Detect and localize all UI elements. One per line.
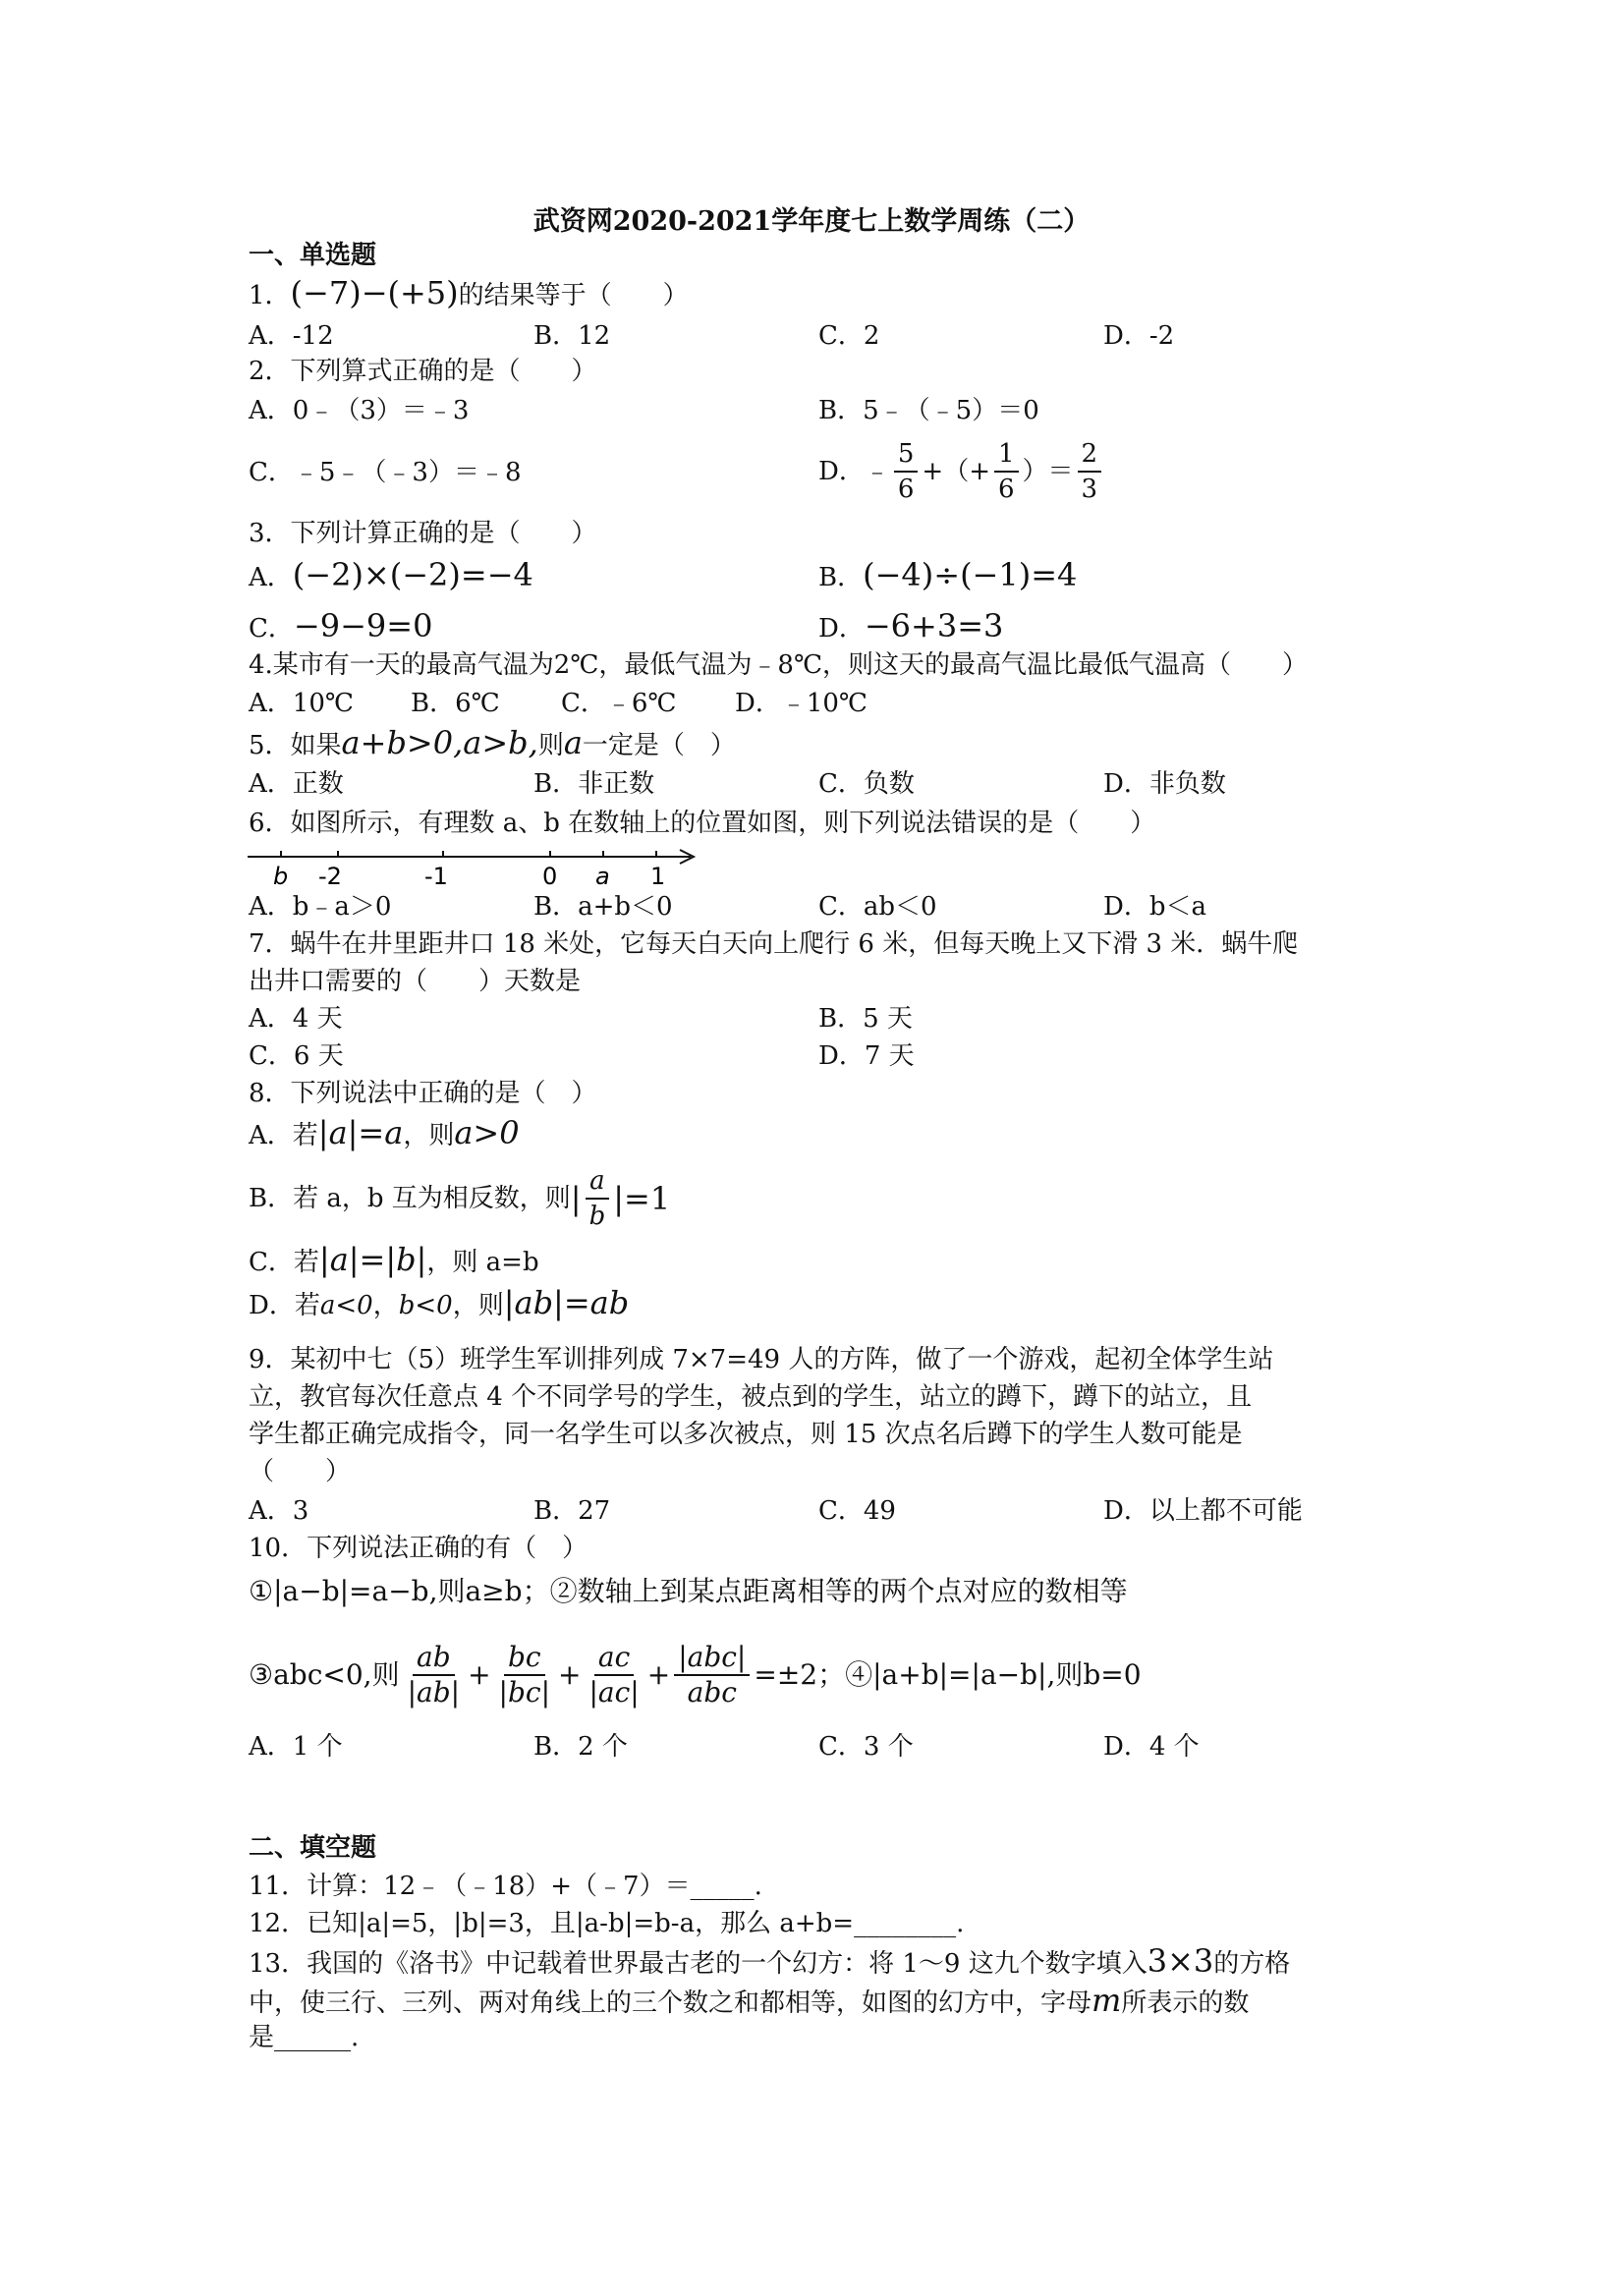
q9-option-d: D．以上都不可能 <box>1103 1496 1303 1526</box>
question-13-line-3: 是______. <box>249 2023 360 2052</box>
q6-option-a: A．b﹣a＞0 <box>249 892 392 922</box>
question-13-line-2: 中，使三行、三列、两对角线上的三个数之和都相等，如图的幻方中，字母m所表示的数 <box>249 1982 1250 2019</box>
axis-label-0: 0 <box>542 863 558 890</box>
q7-option-a: A．4 天 <box>249 1004 343 1034</box>
q2-option-c: C．﹣5﹣（﹣3）＝﹣8 <box>249 458 522 487</box>
q10-statements-3-4: ③abc<0,则 $\frac{ab}{|ab|}$ + $\frac{bc}{|bc|}$ + $\frac{ac}{|ac|}$ + $\frac{\text{|abc|}}{\text{abc}}$ =±2；④|a+b|=|a−b|,则b=0 <box>249 1641 1142 1708</box>
q10-option-b: B．2 个 <box>533 1732 628 1762</box>
q7-option-c: C．6 天 <box>249 1041 344 1071</box>
q1-option-a: A．-12 <box>249 321 334 351</box>
q9-option-a: A．3 <box>249 1496 309 1526</box>
fraction: $\frac{1}{6}$ <box>994 437 1019 506</box>
question-9-line-2: 立，教官每次任意点 4 个不同学号的学生，被点到的学生，站立的蹲下，蹲下的站立，且 <box>249 1382 1253 1412</box>
q6-option-c: C．ab＜0 <box>818 892 937 922</box>
q3-option-c: C．−9−9=0 <box>249 607 433 644</box>
fraction: $\frac{ac}{|ac|}$ <box>588 1641 640 1708</box>
q8-option-a: A．若|a|=a，则a>0 <box>249 1114 520 1151</box>
q2-option-a: A．0﹣（3）＝﹣3 <box>249 396 470 425</box>
q3-option-a: A．(−2)×(−2)=−4 <box>249 556 533 593</box>
q10-statements-1-2: ①|a−b|=a−b,则a≥b；②数轴上到某点距离相等的两个点对应的数相等 <box>249 1575 1128 1607</box>
fraction: $\frac{\text{|abc|}}{\text{abc}}$ <box>674 1641 750 1709</box>
q5-option-d: D．非负数 <box>1103 769 1226 799</box>
q1-expression: (−7)−(+5) <box>290 274 459 311</box>
fraction: $\frac{5}{6}$ <box>894 437 919 506</box>
q8-option-c: C．若|a|=|b|，则 a=b <box>249 1241 539 1278</box>
q1-option-b: B．12 <box>533 321 611 351</box>
q7-option-b: B．5 天 <box>818 1004 913 1034</box>
fraction: $\frac{2}{3}$ <box>1078 437 1102 506</box>
q4-option-c: C．﹣6℃ <box>561 689 677 718</box>
question-4: 4.某市有一天的最高气温为2℃，最低气温为﹣8℃，则这天的最高气温比最低气温高（ ） <box>249 650 1309 680</box>
fraction: $\frac{ab}{|ab|}$ <box>407 1641 461 1708</box>
q4-option-d: D．﹣10℃ <box>735 689 868 718</box>
q8-option-d: D．若a<0，b<0，则|ab|=ab <box>249 1284 630 1321</box>
question-3: 3．下列计算正确的是（ ） <box>249 519 597 548</box>
q10-option-a: A．1 个 <box>249 1732 343 1762</box>
page-title: 武资网2020-2021学年度七上数学周练（二） <box>532 206 1091 237</box>
fraction: $\frac{a}{b}$ <box>586 1164 610 1233</box>
q6-option-b: B．a+b＜0 <box>533 892 673 922</box>
q4-option-a: A．10℃ <box>249 689 354 718</box>
question-1: 1．(−7)−(+5)的结果等于（ ） <box>249 274 689 311</box>
q1-option-d: D．-2 <box>1103 321 1175 351</box>
q4-option-b: B．6℃ <box>411 689 500 718</box>
question-13-line-1: 13．我国的《洛书》中记载着世界最古老的一个幻方：将 1～9 这九个数字填入3×3的方格 <box>249 1942 1291 1980</box>
question-10: 10．下列说法正确的有（ ） <box>249 1534 588 1563</box>
question-12: 12．已知|a|=5，|b|=3，且|a-b|=b-a，那么 a+b=________. <box>249 1909 965 1938</box>
question-9-line-3: 学生都正确完成指令，同一名学生可以多次被点，则 15 次点名后蹲下的学生人数可能是 <box>249 1420 1243 1449</box>
question-6: 6．如图所示，有理数 a、b 在数轴上的位置如图，则下列说法错误的是（ ） <box>249 809 1156 838</box>
section-fill-in: 二、填空题 <box>249 1833 377 1863</box>
q9-option-c: C．49 <box>818 1496 896 1526</box>
axis-label-minus-1: -1 <box>424 863 448 890</box>
q9-option-b: B．27 <box>533 1496 611 1526</box>
q3-option-d: D．−6+3=3 <box>818 607 1004 644</box>
question-7-line-2: 出井口需要的（ ）天数是 <box>249 967 582 996</box>
axis-label-a: a <box>595 863 610 890</box>
q3-option-b: B．(−4)÷(−1)=4 <box>818 556 1078 593</box>
axis-label-b: b <box>273 863 289 890</box>
question-8: 8．下列说法中正确的是（ ） <box>249 1079 597 1108</box>
question-2: 2．下列算式正确的是（ ） <box>249 357 597 386</box>
axis-label-1: 1 <box>650 863 666 890</box>
q5-option-c: C．负数 <box>818 769 915 799</box>
q5-option-b: B．非正数 <box>533 769 655 799</box>
q10-option-d: D．4 个 <box>1103 1732 1200 1762</box>
q1-option-c: C．2 <box>818 321 880 351</box>
q2-option-b: B．5﹣（﹣5）＝0 <box>818 396 1039 425</box>
question-9-line-4: （ ） <box>249 1457 352 1486</box>
section-single-choice: 一、单选题 <box>249 241 377 270</box>
question-7-line-1: 7．蜗牛在井里距井口 18 米处，它每天白天向上爬行 6 米，但每天晚上又下滑 3 米．蜗牛爬 <box>249 929 1299 959</box>
fraction: $\frac{bc}{|bc|}$ <box>498 1641 551 1708</box>
q2-option-d: D．﹣ $\frac{5}{6}$ +（+ $\frac{1}{6}$ ）＝ $\frac{2}{3}$ <box>818 432 1105 511</box>
axis-label-minus-2: -2 <box>318 863 342 890</box>
q8-option-b: B．若 a，b 互为相反数，则 | $\frac{a}{b}$ |=1 <box>249 1166 671 1231</box>
q6-option-d: D．b＜a <box>1103 892 1206 922</box>
number-line-figure <box>244 841 705 890</box>
q7-option-d: D．7 天 <box>818 1041 915 1071</box>
question-9-line-1: 9．某初中七（5）班学生军训排列成 7×7=49 人的方阵，做了一个游戏，起初全体学生站 <box>249 1345 1274 1374</box>
q5-option-a: A．正数 <box>249 769 344 799</box>
question-11: 11．计算：12﹣（﹣18）+（﹣7）＝_____. <box>249 1872 762 1901</box>
question-5: 5．如果a+b>0,a>b,则a一定是（ ） <box>249 724 736 761</box>
q10-option-c: C．3 个 <box>818 1732 914 1762</box>
